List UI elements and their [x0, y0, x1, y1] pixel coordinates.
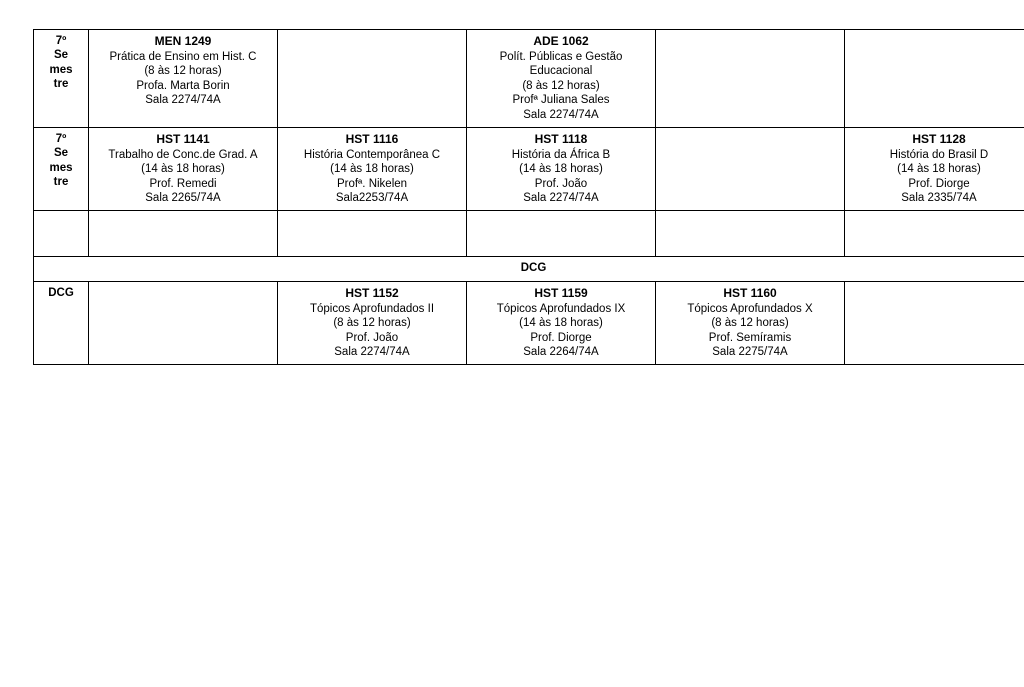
course-room: Sala 2275/74A — [712, 345, 788, 358]
semester-label-line: Se — [53, 49, 69, 62]
course-cell — [278, 127, 467, 211]
course-code: ADE 1062 — [533, 34, 589, 48]
course-professor: Profª Juliana Sales — [512, 94, 610, 107]
course-time: (8 às 12 horas) — [711, 317, 789, 330]
course-cell — [278, 281, 467, 365]
course-time: (14 às 18 horas) — [330, 163, 414, 176]
empty-cell — [34, 211, 89, 257]
course-time: (8 às 12 horas) — [522, 79, 600, 92]
dcg-banner: DCG — [34, 257, 1024, 281]
course-room: Sala 2274/74A — [334, 345, 410, 358]
semester-label-line: mes — [49, 63, 73, 76]
semester-label-line: Se — [53, 147, 69, 160]
course-code: HST 1159 — [534, 285, 588, 300]
empty-cell — [656, 211, 845, 257]
course-cell — [467, 127, 656, 211]
table-row — [34, 127, 1024, 211]
course-cell — [845, 127, 1024, 211]
course-room: Sala 2264/74A — [523, 345, 599, 358]
table-row-banner — [34, 257, 1024, 281]
empty-cell — [845, 281, 1024, 365]
table-row — [34, 281, 1024, 365]
course-time: (14 às 18 horas) — [519, 163, 603, 176]
course-professor: Prof. João — [534, 177, 588, 190]
empty-cell — [278, 211, 467, 257]
schedule-table — [33, 29, 1024, 365]
course-room: Sala 2274/74A — [523, 108, 599, 121]
course-code: HST 1116 — [345, 131, 399, 146]
course-code: HST 1152 — [345, 285, 399, 300]
semester-label-line: 7º — [55, 35, 67, 47]
semester-label-line: tre — [53, 78, 69, 91]
course-professor: Prof. Semíramis — [708, 331, 792, 344]
semester-label-line: tre — [53, 176, 69, 188]
empty-cell — [656, 30, 845, 128]
course-name: História Contemporânea C — [303, 148, 441, 161]
empty-cell — [467, 211, 656, 257]
course-professor: Prof. Remedi — [149, 177, 217, 190]
course-name: Trabalho de Conc.de Grad. A — [108, 148, 258, 161]
course-name: Tópicos Aprofundados IX — [496, 302, 626, 315]
course-name: História do Brasil D — [889, 148, 989, 161]
course-code: HST 1128 — [912, 131, 966, 146]
course-name-cont: Educacional — [529, 65, 593, 78]
course-time: (14 às 18 horas) — [141, 163, 225, 176]
course-code: HST 1141 — [156, 131, 210, 146]
course-name: Prática de Ensino em Hist. C — [109, 51, 257, 63]
course-room: Sala 2274/74A — [145, 94, 221, 107]
course-time: (14 às 18 horas) — [897, 163, 981, 176]
course-name: Polít. Públicas e Gestão — [499, 51, 623, 63]
semester-label-cell — [34, 30, 89, 128]
course-time: (8 às 12 horas) — [333, 317, 411, 330]
course-name: História da África B — [511, 148, 611, 161]
course-time: (14 às 18 horas) — [519, 317, 603, 330]
course-professor: Prof. João — [345, 331, 399, 344]
empty-cell — [845, 30, 1024, 128]
table-row-spacer — [34, 211, 1024, 257]
course-cell — [656, 281, 845, 365]
empty-cell — [845, 211, 1024, 257]
course-name: Tópicos Aprofundados X — [687, 302, 813, 315]
course-professor: Profª. Nikelen — [336, 177, 408, 190]
course-cell — [89, 127, 278, 211]
course-room: Sala 2335/74A — [901, 192, 977, 204]
semester-label-cell — [34, 127, 89, 211]
semester-label-line: 7º — [55, 132, 67, 145]
course-cell — [89, 30, 278, 128]
course-name: Tópicos Aprofundados II — [309, 302, 435, 315]
course-room: Sala 2265/74A — [145, 192, 221, 204]
empty-cell — [656, 127, 845, 211]
course-code: HST 1160 — [723, 285, 777, 300]
course-code: MEN 1249 — [154, 34, 212, 48]
empty-cell — [89, 211, 278, 257]
empty-cell — [278, 30, 467, 128]
course-professor: Prof. Diorge — [908, 177, 970, 190]
course-room: Sala2253/74A — [335, 192, 409, 204]
empty-cell — [89, 281, 278, 365]
course-cell — [467, 30, 656, 128]
table-row — [34, 30, 1024, 128]
course-room: Sala 2274/74A — [523, 192, 599, 204]
dcg-label-cell: DCG — [34, 281, 89, 365]
course-professor: Profa. Marta Borin — [136, 79, 230, 92]
semester-label-line: mes — [49, 161, 73, 174]
course-professor: Prof. Diorge — [530, 331, 592, 344]
course-time: (8 às 12 horas) — [144, 65, 222, 78]
course-cell — [467, 281, 656, 365]
course-code: HST 1118 — [534, 131, 588, 146]
